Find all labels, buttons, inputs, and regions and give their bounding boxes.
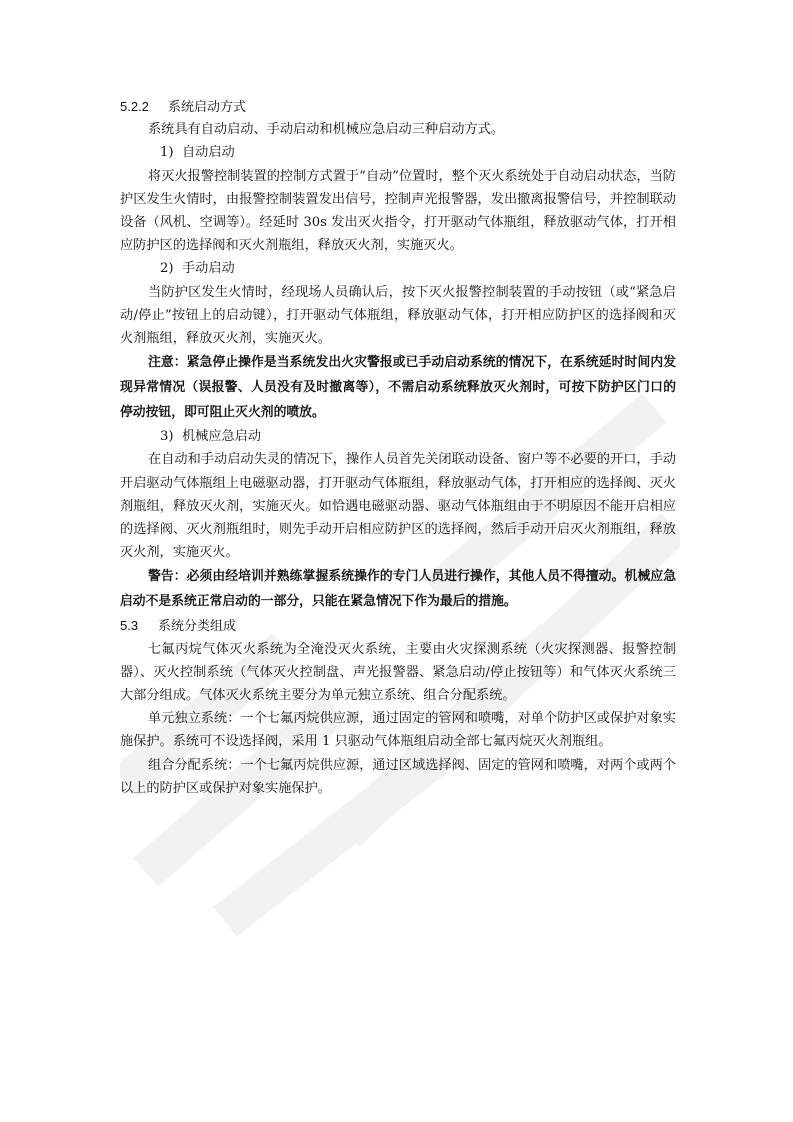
- unit-system-paragraph: 单元独立系统：一个七氟丙烷供应源，通过固定的管网和喷嘴，对单个防护区或保护对象实施保护。系统可不设选择阀，采用 1 只驱动气体瓶组启动全部七氟丙烷灭火剂瓶组。: [120, 711, 676, 750]
- item-title: 自动启动: [182, 145, 235, 161]
- mechanical-start-paragraph: 在自动和手动启动失灵的情况下，操作人员首先关闭联动设备、窗户等不必要的开口，手动开启驱动气体瓶组上电磁驱动器，打开驱动气体瓶组，释放驱动气体，打开相应的选择阀、灭火剂瓶组，释放灭火剂，实施灭火。如恰遇电磁驱动器、驱动气体瓶组由于不明原因不能开启相应的选择阀、灭火剂瓶组时，则先手动开启相应防护区的选择阀，然后手动开启灭火剂瓶组，释放灭火剂，实施灭火。: [120, 452, 676, 561]
- section-number: 5.2.2: [120, 99, 149, 114]
- item-title: 机械应急启动: [182, 429, 262, 445]
- section-heading-5-3: [120, 614, 676, 637]
- item-title: 手动启动: [182, 261, 235, 277]
- document-body: [120, 95, 676, 800]
- section-number: 5.3: [120, 618, 139, 634]
- section-title: 系统分类组成: [158, 618, 237, 634]
- section-heading-5-2-2: [120, 95, 676, 118]
- warning-paragraph: 警告：必须由经培训并熟练掌握系统操作的专门人员进行操作，其他人员不得擅动。机械应急启动不是系统正常启动的一部分，只能在紧急情况下作为最后的措施。: [120, 569, 676, 610]
- item-number: 1): [160, 145, 174, 161]
- classification-paragraph: 七氟丙烷气体灭火系统为全淹没灭火系统，主要由火灾探测系统（火灾探测器、报警控制器）、灭火控制系统（气体灭火控制盘、声光报警器、紧急启动/停止按钮等）和气体灭火系统三大部分组成。气体灭火系统主要分为单元独立系统、组合分配系统。: [120, 641, 676, 704]
- combined-system-paragraph: 组合分配系统：一个七氟丙烷供应源，通过区域选择阀、固定的管网和喷嘴，对两个或两个以上的防护区或保护对象实施保护。: [120, 757, 676, 796]
- item-number: 2): [160, 261, 174, 277]
- notice-paragraph: 注意：紧急停止操作是当系统发出火灾警报或已手动启动系统的情况下，在系统延时时间内发现异常情况（误报警、人员没有及时撤离等），不需启动系统释放灭火剂时，可按下防护区门口的停动按钮，即可阻止灭火剂的喷放。: [120, 355, 676, 421]
- subheading-manual-start: [120, 257, 676, 280]
- auto-start-paragraph: 将灭火报警控制装置的控制方式置于“自动”位置时，整个灭火系统处于自动启动状态，当防护区发生火情时，由报警控制装置发出信号，控制声光报警器，发出撤离报警信号，并控制联动设备（风机、空调等）。经延时 30s 发出灭火指令，打开驱动气体瓶组，释放驱动气体，打开相应防护区的选择阀和灭火剂瓶组，释放灭火剂，实施灭火。: [120, 168, 676, 254]
- manual-start-paragraph: 当防护区发生火情时，经现场人员确认后，按下灭火报警控制装置的手动按钮（或“紧急启动/停止”按钮上的启动键），打开驱动气体瓶组，释放驱动气体，打开相应防护区的选择阀和灭火剂瓶组，释放灭火剂，实施灭火。: [120, 284, 676, 347]
- item-number: 3): [160, 429, 174, 445]
- intro-paragraph: 系统具有自动启动、手动启动和机械应急启动三种启动方式。: [148, 122, 505, 138]
- subheading-auto-start: [120, 141, 676, 164]
- section-title: 系统启动方式: [168, 99, 247, 114]
- subheading-mechanical-start: [120, 425, 676, 448]
